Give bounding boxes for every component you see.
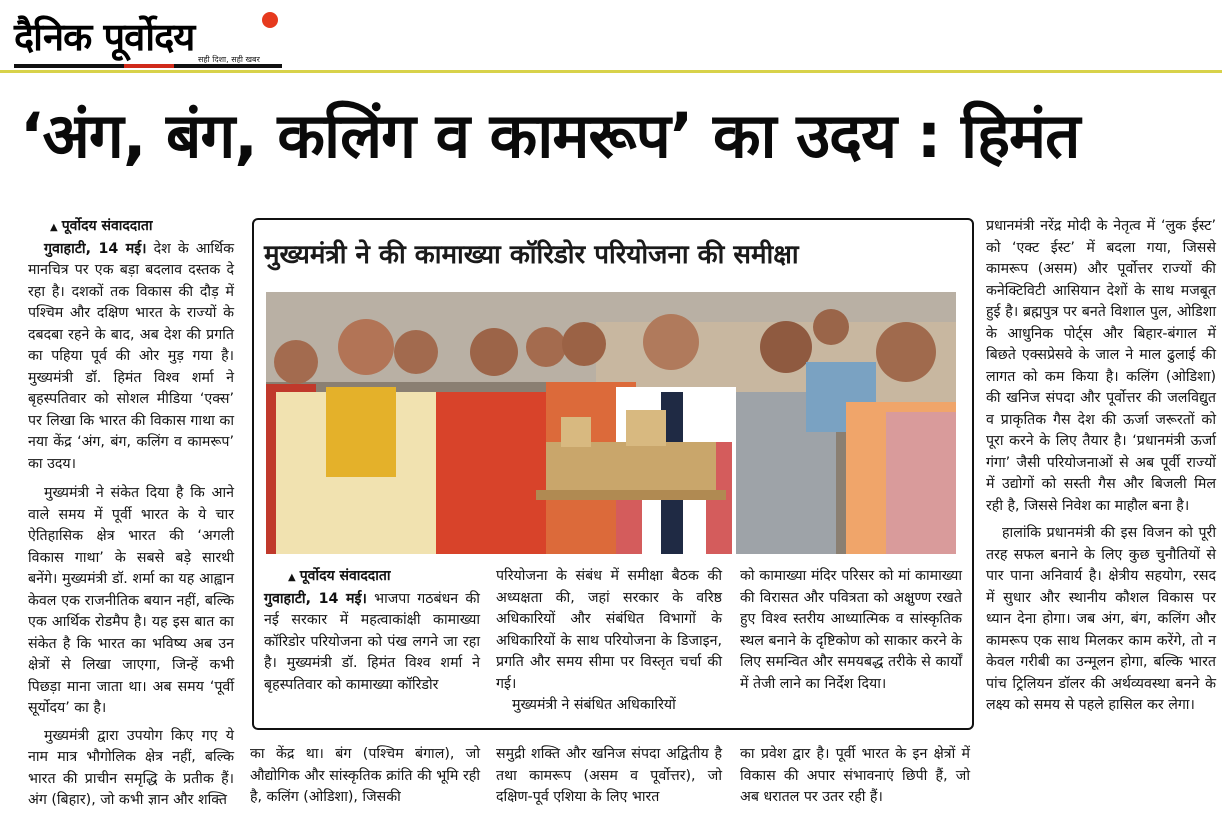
right-column bbox=[986, 216, 1216, 717]
newspaper-logo: दैनिक पूर्वोदय bbox=[14, 15, 195, 59]
box-para-1 bbox=[264, 589, 480, 697]
left-para-2: मुख्यमंत्री ने संकेत दिया है कि आने वाले समय में पूर्वी भारत के ये चार ऐतिहासिक क्षेत्र भारत की ‘अगली विकास गाथा’ के सबसे बड़े सारथी बनेंगे। मुख्यमंत्री डॉ. शर्मा का यह आह्वान केवल एक राजनीतिक बयान नहीं, बल्कि एक आर्थिक रोडमैप है। यह इस बात का संकेत है कि भारत का भविष्य अब उन क्षेत्रों से लिखा जाएगा, जिन्हें कभी पिछड़ा माना जाता था। अब समय ‘पूर्वी सूर्योदय’ का है। bbox=[28, 485, 234, 716]
left-byline bbox=[50, 216, 234, 239]
left-column bbox=[28, 216, 234, 812]
left-para-3: मुख्यमंत्री द्वारा उपयोग किए गए ये नाम मात्र भौगोलिक क्षेत्र नहीं, बल्कि भारत की प्राचीन समृद्धि के प्रतीक हैं। अंग (बिहार), जो कभी ज्ञान और शक्ति bbox=[28, 727, 234, 808]
box-byline-text: पूर्वोदय संवाददाता bbox=[299, 568, 391, 584]
right-para-2: हालांकि प्रधानमंत्री की इस विजन को पूरी तरह सफल बनाने के लिए कुछ चुनौतियों से पार पाना अनिवार्य है। क्षेत्रीय सहयोग, रसद में सुधार और स्थानीय कौशल विकास पर ध्यान देना होगा। जब अंग, बंग, कलिंग और कामरूप एक साथ मिलकर काम करेंगे, तो न केवल गरीबी का उन्मूलन होगा, बल्कि भारत पांच ट्रिलियन डॉलर की अर्थव्यवस्था बनने के लक्ष्य को समय से पहले हासिल कर लेगा। bbox=[986, 525, 1216, 713]
photo-image bbox=[266, 292, 956, 554]
box-para-2: परियोजना के संबंध में समीक्षा बैठक की अध्यक्षता की, जहां सरकार के वरिष्ठ अधिकारियों और संबंधित विभागों के अधिकारियों के साथ परियोजना के डिजाइन, प्रगति और समय सीमा पर विस्तृत चर्चा की गई। bbox=[496, 568, 722, 692]
box-column-2 bbox=[496, 566, 722, 717]
bottom-para-3: का प्रवेश द्वार है। पूर्वी भारत के इन क्षेत्रों में विकास की अपार संभावनाएं छिपी हैं, जो अब धरातल पर उतर रही हैं। bbox=[740, 746, 970, 805]
main-headline: ‘अंग, बंग, कलिंग व कामरूप’ का उदय : हिमंत bbox=[20, 99, 1080, 172]
box-para-1-text: भाजपा गठबंधन की नई सरकार में महत्वाकांक्षी कामाख्या कॉरिडोर परियोजना को पंख लगने जा रहा है। मुख्यमंत्री डॉ. हिमंत विश्व शर्मा ने बृहस्पतिवार को कामाख्या कॉरिडोर bbox=[264, 590, 480, 693]
masthead bbox=[14, 6, 304, 70]
box-para-3: मुख्यमंत्री ने संबंधित अधिकारियों bbox=[512, 697, 676, 713]
left-para-1 bbox=[28, 239, 234, 476]
bottom-column-3 bbox=[740, 744, 970, 809]
box-subheadline: मुख्यमंत्री ने की कामाख्या कॉरिडोर परियोजना की समीक्षा bbox=[264, 240, 799, 270]
bottom-column-1 bbox=[250, 744, 480, 809]
box-para-4: को कामाख्या मंदिर परिसर को मां कामाख्या की विरासत और पवित्रता को अक्षुण्ण रखते हुए विश्व स्तरीय आध्यात्मिक व सांस्कृतिक स्थल बनाने के दृष्टिकोण को साकार करने के लिए समन्वित और समयबद्ध तरीके से कार्यों में तेजी लाने का निर्देश दिया। bbox=[740, 568, 962, 692]
left-dateline: गुवाहाटी, 14 मई। bbox=[44, 240, 147, 257]
logo-underline-accent bbox=[124, 64, 174, 68]
left-byline-text: पूर्वोदय संवाददाता bbox=[61, 218, 153, 234]
box-column-3 bbox=[740, 566, 962, 695]
bottom-column-2 bbox=[496, 744, 722, 809]
masthead-tagline: सही दिशा, सही खबर bbox=[198, 55, 260, 64]
box-dateline: गुवाहाटी, 14 मई। bbox=[264, 590, 367, 607]
left-para-1-text: देश के आर्थिक मानचित्र पर एक बड़ा बदलाव दस्तक दे रहा है। दशकों तक विकास की दौड़ में पश्चिम और दक्षिण भारत के राज्यों के दबदबा रहने के बाद, अब देश की प्रगति का पहिया पूर्व की ओर मुड़ गया है। मुख्यमंत्री डॉ. हिमंत विश्व शर्मा ने बृहस्पतिवार को सोशल मीडिया ‘एक्स’ पर लिखा कि भारत की विकास गाथा का नया केंद्र ‘अंग, बंग, कलिंग व कामरूप’ का उदय। bbox=[28, 240, 234, 472]
news-photo bbox=[266, 292, 956, 554]
triangle-icon: ▲ bbox=[288, 572, 296, 583]
logo-dot-icon bbox=[262, 12, 278, 28]
right-para-1: प्रधानमंत्री नरेंद्र मोदी के नेतृत्व में ‘लुक ईस्ट’ को ‘एक्ट ईस्ट’ में बदला गया, जिससे कामरूप (असम) और पूर्वोत्तर राज्यों की कनेक्टिविटी आसियान देशों के साथ मजबूत हुई है। ब्रह्मपुत्र पर बनते विशाल पुल, ओडिशा के आधुनिक पोर्ट्स और बिहार-बंगाल में बिछते एक्सप्रेसवे के जाल ने माल ढुलाई की लागत को कम किया है। कलिंग (ओडिशा) की खनिज संपदा और पूर्वोत्तर की जलविद्युत व प्राकृतिक गैस देश की ऊर्जा जरूरतों को पूरा करने के लिए तैयार है। ‘प्रधानमंत्री ऊर्जा गंगा’ जैसी परियोजनाओं से अब पूर्वी राज्यों में उद्योगों को सस्ती गैस और बिजली मिल रही है, जिससे निवेश का माहौल बना है। bbox=[986, 218, 1216, 514]
bottom-para-2: समुद्री शक्ति और खनिज संपदा अद्वितीय है तथा कामरूप (असम व पूर्वोत्तर), जो दक्षिण-पूर्व एशिया के लिए भारत bbox=[496, 746, 722, 805]
masthead-rule bbox=[0, 70, 1222, 73]
bottom-para-1: का केंद्र था। बंग (पश्चिम बंगाल), जो औद्योगिक और सांस्कृतिक क्रांति की भूमि रही है, कलिंग (ओडिशा), जिसकी bbox=[250, 746, 480, 805]
box-byline bbox=[288, 566, 480, 589]
triangle-icon: ▲ bbox=[50, 222, 58, 233]
box-column-1 bbox=[264, 566, 480, 696]
